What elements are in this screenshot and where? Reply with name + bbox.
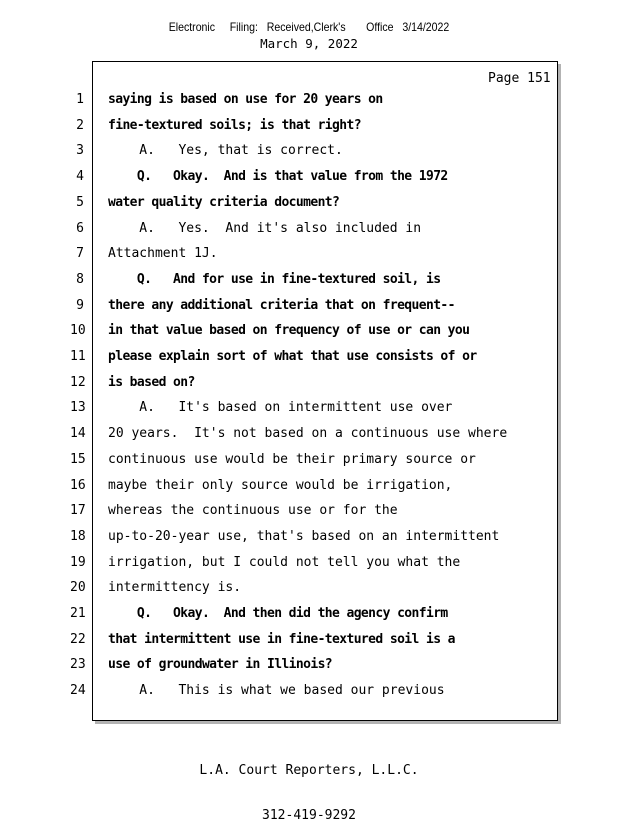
line-text: saying is based on use for 20 years on [108, 92, 383, 107]
transcript-line [0, 683, 618, 709]
line-number: 12 [70, 374, 86, 390]
reporter-phone: 312-419-9292 [262, 808, 356, 823]
transcript-line [0, 92, 618, 118]
line-number: 20 [70, 580, 86, 596]
line-text: that intermittent use in fine-textured soil is a [108, 631, 455, 647]
transcript-line [0, 529, 618, 555]
line-number: 18 [70, 528, 86, 544]
line-text: there any additional criteria that on frequent-- [108, 297, 455, 313]
line-number: 2 [76, 117, 84, 133]
transcript-line [0, 452, 618, 478]
transcript-line [0, 246, 618, 272]
transcript-line [0, 657, 618, 683]
line-text: whereas the continuous use or for the [108, 503, 398, 519]
transcript-line [0, 478, 618, 504]
line-number: 22 [70, 631, 86, 647]
line-number: 23 [70, 657, 86, 673]
line-text: 20 years. It's not based on a continuous use where [108, 426, 508, 442]
efiling-stamp: Electronic Filing: Received,Clerk's Office 3/14/2022 [168, 20, 450, 34]
line-text: A. It's based on intermittent use over [108, 400, 453, 416]
line-number: 9 [76, 297, 84, 313]
line-number: 7 [76, 246, 84, 262]
transcript-date: March 9, 2022 [260, 36, 358, 51]
line-text: in that value based on frequency of use or can you [108, 323, 470, 339]
line-text: A. Yes, that is correct. [108, 143, 343, 159]
line-number: 19 [70, 554, 86, 570]
transcript-line [0, 375, 618, 401]
page-number: Page 151 [488, 71, 551, 86]
line-number: 11 [70, 349, 86, 364]
line-number: 5 [76, 194, 84, 210]
line-text: irrigation, but I could not tell you what the [108, 554, 461, 570]
line-number: 3 [76, 143, 84, 159]
line-number: 8 [76, 271, 84, 287]
line-text: A. This is what we based our previous [108, 683, 445, 699]
line-text: A. Yes. And it's also included in [108, 220, 422, 236]
transcript-line [0, 606, 618, 632]
line-text: fine-textured soils; is that right? [108, 117, 361, 133]
line-text: please explain sort of what that use consists of or [108, 349, 477, 364]
reporter-footer [0, 733, 618, 838]
line-number: 15 [70, 451, 86, 467]
line-number: 16 [70, 477, 86, 493]
transcript-line [0, 400, 618, 426]
line-text: water quality criteria document? [108, 194, 340, 210]
transcript-line [0, 272, 618, 298]
transcript-line [0, 169, 618, 195]
line-text: Q. Okay. And is that value from the 1972 [108, 169, 448, 185]
line-text: intermittency is. [108, 580, 242, 596]
transcript-line [0, 503, 618, 529]
line-text: Q. And for use in fine-textured soil, is [108, 271, 441, 287]
line-number: 10 [70, 323, 86, 339]
line-number: 4 [76, 169, 84, 185]
line-text: Q. Okay. And then did the agency confirm [108, 606, 448, 621]
line-text: is based on? [108, 374, 195, 390]
transcript-line [0, 349, 618, 375]
transcript-line [0, 555, 618, 581]
line-text: Attachment 1J. [108, 246, 218, 262]
reporter-company: L.A. Court Reporters, L.L.C. [199, 763, 419, 778]
line-text: up-to-20-year use, that's based on an intermittent [108, 528, 500, 544]
line-number: 17 [70, 503, 86, 519]
transcript-line [0, 323, 618, 349]
transcript-line [0, 143, 618, 169]
line-number: 13 [70, 400, 86, 416]
line-number: 6 [76, 220, 84, 236]
transcript-line [0, 195, 618, 221]
line-number: 24 [70, 683, 86, 699]
line-text: continuous use would be their primary source or [108, 451, 476, 467]
line-number: 14 [70, 426, 86, 442]
transcript-line [0, 632, 618, 658]
transcript-line [0, 118, 618, 144]
transcript-line [0, 580, 618, 606]
transcript-line [0, 426, 618, 452]
line-number: 1 [76, 92, 84, 107]
transcript-line [0, 298, 618, 324]
line-number: 21 [70, 606, 86, 621]
line-text: use of groundwater in Illinois? [108, 657, 333, 673]
line-text: maybe their only source would be irrigation, [108, 477, 453, 493]
transcript-line [0, 221, 618, 247]
